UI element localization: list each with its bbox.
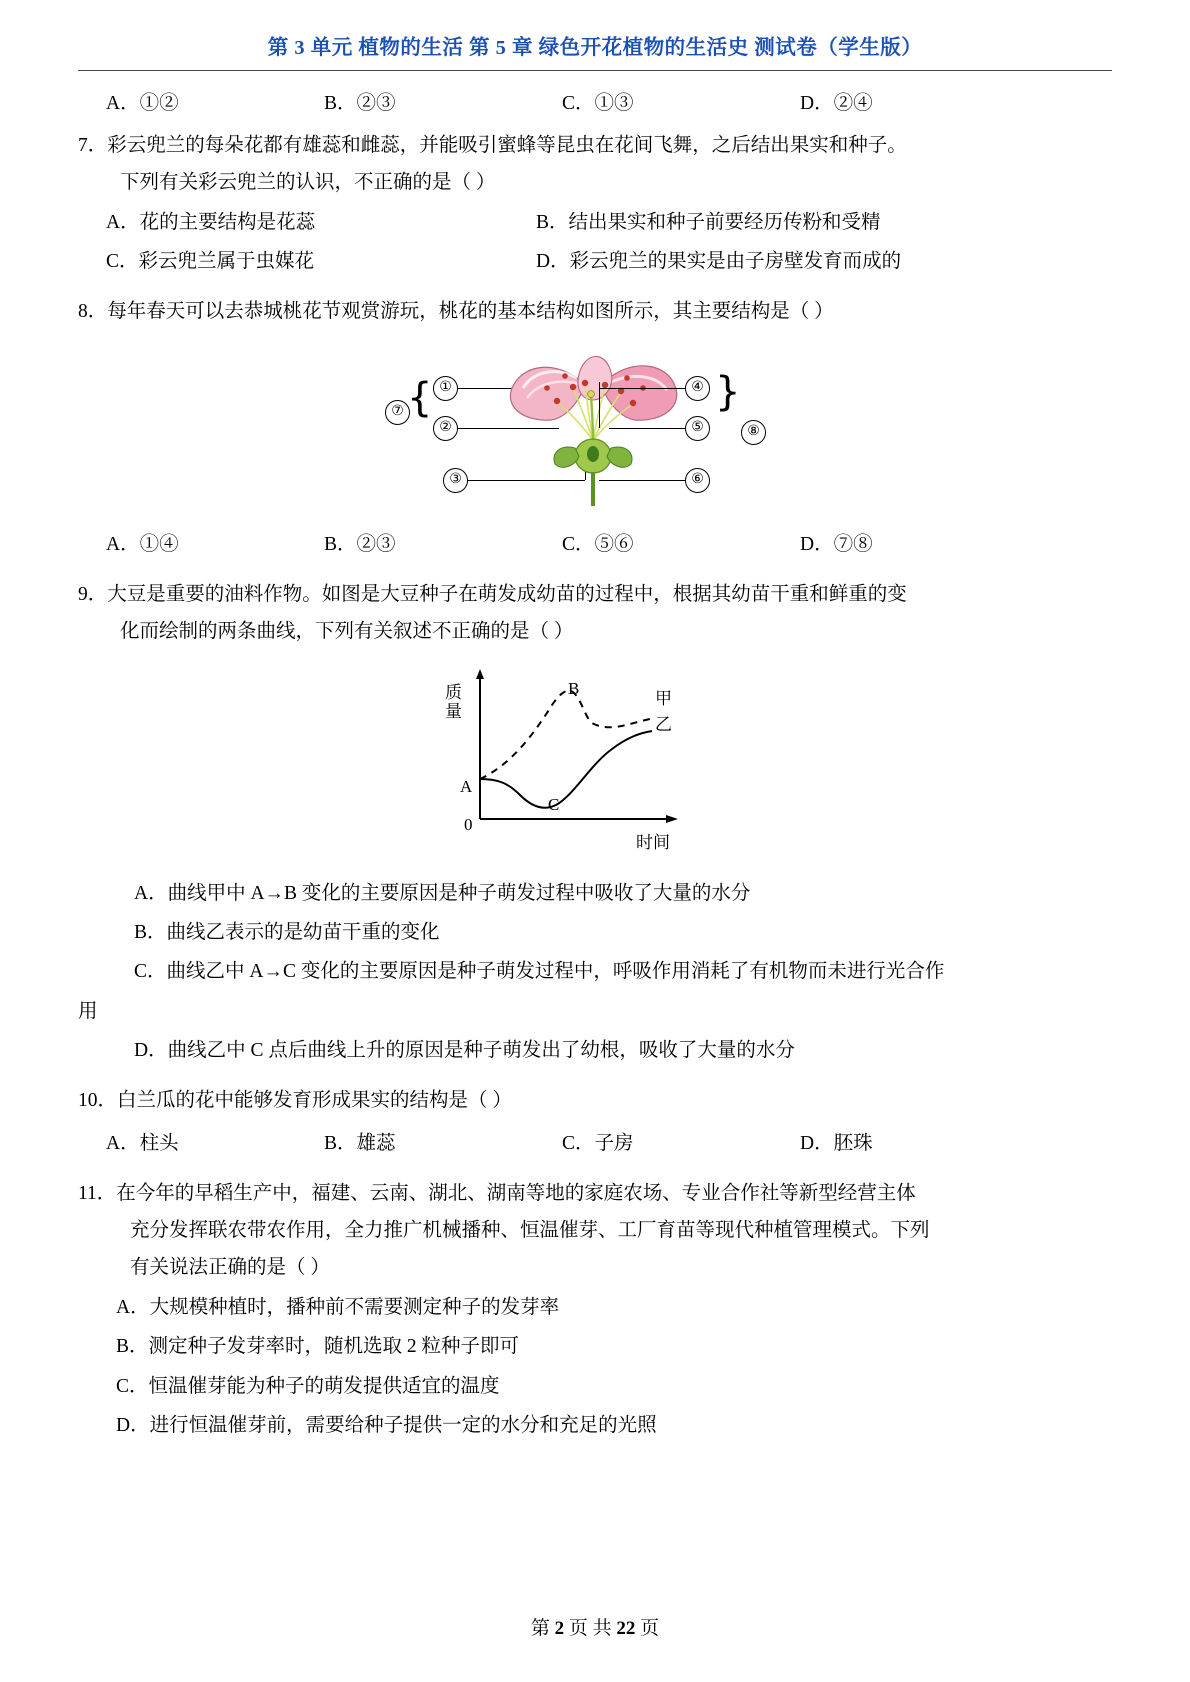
q6-option-a: A．①② (106, 93, 179, 114)
q11-option-b: B．测定种子发芽率时，随机选取 2 粒种子即可 (116, 1336, 520, 1358)
q11-line3: 有关说法正确的是（ ） (130, 1257, 330, 1279)
q7-option-b: B．结出果实和种子前要经历传粉和受精 (536, 211, 881, 233)
q11-line1 (78, 1175, 1112, 1212)
q11-options (78, 1289, 1112, 1445)
q9-option-c-cont: 用 (78, 1000, 98, 1022)
q11-option-c: C．恒温催芽能为种子的萌发提供适宜的温度 (116, 1375, 500, 1397)
q8-number: 8． (78, 300, 108, 322)
q10-option-d: D．胚珠 (800, 1133, 873, 1155)
graph-series-jia: 甲 (655, 688, 672, 708)
q9-stem: 大豆是重要的油料作物。如图是大豆种子在萌发成幼苗的过程中，根据其幼苗干重和鲜重的变 (107, 583, 907, 605)
q7-options-row-2 (78, 243, 1112, 280)
footer-total-pages: 22 (616, 1618, 636, 1639)
q7-line1 (78, 127, 1112, 164)
label-circle-3: ③ (443, 468, 468, 493)
graph-point-b: B (568, 678, 580, 698)
left-brace: { (407, 375, 433, 422)
q11-stem: 在今年的早稻生产中，福建、云南、湖北、湖南等地的家庭农场、专业合作社等新型经营主体 (116, 1182, 916, 1204)
q11-option-d: D．进行恒温催芽前，需要给种子提供一定的水分和充足的光照 (116, 1415, 657, 1437)
label-circle-8: ⑧ (741, 420, 766, 445)
q7-option-d: D．彩云兜兰的果实是由子房壁发育而成的 (536, 251, 902, 273)
q6-option-b: B．②③ (324, 93, 396, 114)
graph-point-a: A (460, 776, 473, 796)
footer-suffix: 页 (640, 1618, 660, 1639)
q7-stem: 彩云兜兰的每朵花都有雄蕊和雌蕊，并能吸引蜜蜂等昆虫在花间飞舞，之后结出果实和种子。 (107, 135, 907, 156)
q10-option-a: A．柱头 (106, 1133, 179, 1155)
q8-option-c: C．⑤⑥ (562, 534, 634, 556)
right-brace: { (715, 369, 741, 416)
question-8 (78, 293, 1112, 564)
q8-option-a: A．①④ (106, 534, 179, 556)
q11-option-a: A．大规模种植时，播种前不需要测定种子的发芽率 (116, 1296, 560, 1318)
label-circle-6: ⑥ (685, 468, 710, 493)
q11-line2: 充分发挥联农带农作用，全力推广机械播种、恒温催芽、工厂育苗等现代种植管理模式。下列 (130, 1220, 930, 1241)
q8-option-b: B．②③ (324, 534, 396, 556)
question-7 (78, 127, 1112, 281)
q6-option-c: C．①③ (562, 93, 634, 114)
label-circle-5: ⑤ (685, 416, 710, 441)
q9-options (78, 875, 1112, 1070)
q7-option-c: C．彩云兜兰属于虫媒花 (106, 251, 315, 273)
question-11 (78, 1175, 1112, 1445)
leader-line-5 (609, 428, 685, 429)
page-title: 第 3 单元 植物的生活 第 5 章 绿色开花植物的生活史 测试卷（学生版） (267, 37, 923, 59)
leader-line-4 (599, 388, 685, 389)
label-circle-7: ⑦ (385, 400, 410, 425)
page-footer (0, 1613, 1190, 1640)
graph-ylabel: 质量 (445, 682, 462, 722)
graph-series-yi: 乙 (655, 714, 672, 734)
label-circle-2: ② (433, 416, 458, 441)
graph-origin: 0 (464, 814, 473, 834)
graph-point-c: C (548, 794, 560, 814)
q9-option-d: D．曲线乙中 C 点后曲线上升的原因是种子萌发出了幼根，吸收了大量的水分 (134, 1040, 795, 1062)
q9-line1 (78, 576, 1112, 613)
q10-option-b: B．雄蕊 (324, 1133, 396, 1155)
q11-number: 11． (78, 1182, 117, 1204)
q6-option-d: D．②④ (800, 93, 873, 114)
q9-line2: 化而绘制的两条曲线，下列有关叙述不正确的是（ ） (120, 621, 574, 643)
q8-options-row (78, 526, 1112, 563)
q9-option-c: C．曲线乙中 A→C 变化的主要原因是种子萌发过程中，呼吸作用消耗了有机物而未进行光合作 (134, 961, 945, 983)
leader-line-6 (599, 480, 685, 481)
q7-options-row-1 (78, 204, 1112, 241)
q10-number: 10． (78, 1089, 118, 1111)
label-circle-4: ④ (685, 376, 710, 401)
q8-figure-peach-flower (78, 342, 1112, 520)
q7-number: 7． (78, 135, 108, 156)
q9-option-b: B．曲线乙表示的是幼苗干重的变化 (134, 921, 440, 943)
growth-curve-svg (440, 661, 750, 861)
q7-line2: 下列有关彩云兜兰的认识，不正确的是（ ） (120, 172, 496, 194)
q8-stem: 每年春天可以去恭城桃花节观赏游玩，桃花的基本结构如图所示，其主要结构是（ ） (107, 300, 834, 322)
q7-option-a: A．花的主要结构是花蕊 (106, 211, 316, 233)
q10-stem: 白兰瓜的花中能够发育形成果实的结构是（ ） (117, 1089, 512, 1111)
question-9 (78, 576, 1112, 1070)
q10-option-c: C．子房 (562, 1133, 634, 1155)
graph-xlabel: 时间 (636, 832, 670, 852)
q9-figure-growth-curve (78, 661, 1112, 871)
q8-line1 (78, 293, 1112, 330)
q8-option-d: D．⑦⑧ (800, 534, 873, 556)
footer-prefix: 第 (530, 1618, 550, 1639)
q10-options-row (78, 1125, 1112, 1162)
footer-page-number: 2 (554, 1618, 565, 1639)
q6-options-row (78, 87, 1112, 115)
question-10 (78, 1082, 1112, 1163)
q9-number: 9． (78, 583, 108, 605)
q10-line1 (78, 1082, 1112, 1119)
peach-flower-illustration (493, 344, 693, 509)
header-divider (78, 70, 1112, 71)
q9-option-a: A．曲线甲中 A→B 变化的主要原因是种子萌发过程中吸收了大量的水分 (134, 882, 751, 904)
label-circle-1: ① (433, 376, 458, 401)
footer-middle: 页 共 (568, 1618, 612, 1639)
leader-vert-45 (599, 382, 600, 428)
